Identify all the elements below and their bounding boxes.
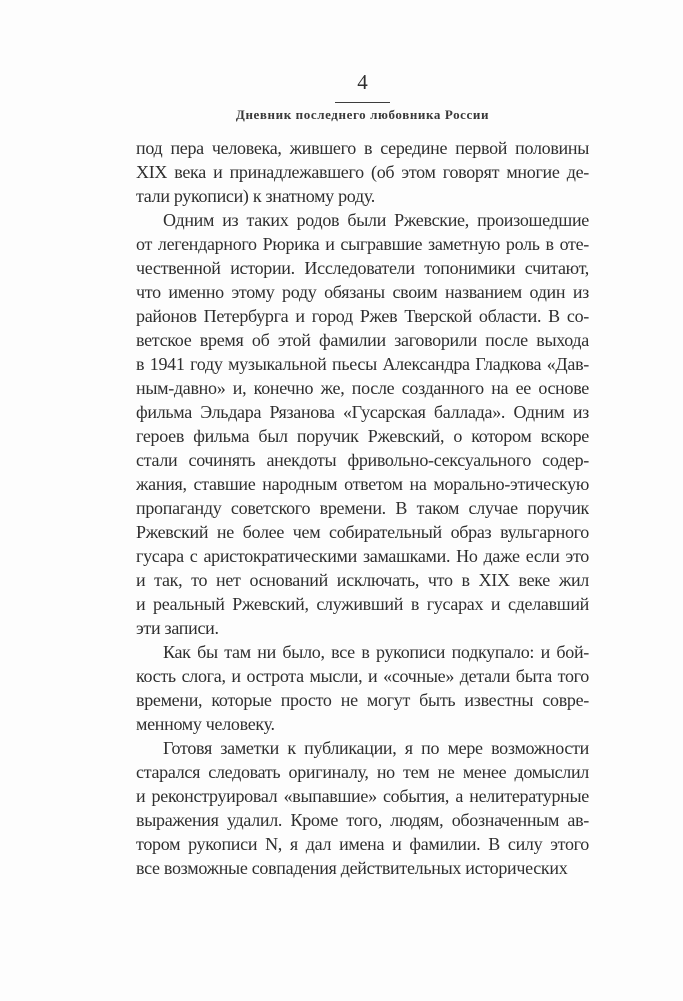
text-line: от легендарного Рюрика и сыгравшие заметную роль в оте- [136,234,589,254]
page-number: 4 [357,70,368,94]
text-line: районов Петербурга и город Ржев Тверской области. В со- [136,306,589,326]
text-line: под пера человека, жившего в середине первой половины [136,138,589,158]
text-line: старался следовать оригиналу, но тем не менее домыслил [136,762,589,782]
text-line: и так, то нет оснований исключать, что в XIX веке жил [136,570,589,590]
text-line: пропаганду советского времени. В таком случае поручик [136,498,589,518]
text-line: героев фильма был поручик Ржевский, о котором вскоре [136,426,589,446]
text-line: выражения удалил. Кроме того, людям, обозначенным ав- [136,810,589,830]
text-line: времени, которые просто не могут быть известны совре- [136,690,589,710]
header-rule-divider [335,102,390,103]
text-line: жания, ставшие народным ответом на морально-этическую [136,474,589,494]
text-line: XIX века и принадлежавшего (об этом говорят многие де- [136,162,589,182]
text-line: в 1941 году музыкальной пьесы Александра Гладкова «Дав- [136,354,589,374]
text-line: стали сочинять анекдоты фривольно-сексуального содер- [136,450,589,470]
text-line: гусара с аристократическими замашками. Но даже если это [136,546,589,566]
running-title: Дневник последнего любовника России [235,107,490,122]
paragraph [136,208,589,640]
text-line: фильма Эльдара Рязанова «Гусарская баллада». Одним из [136,402,589,422]
text-line: Ржевский не более чем собирательный образ вульгарного [136,522,589,542]
paragraph [136,736,589,880]
text-line: тором рукописи N, я дал имена и фамилии. В силу этого [136,834,589,854]
text-line: и реальный Ржевский, служивший в гусарах и сделавший [136,594,589,614]
text-line: что именно этому роду обязаны своим названием один из [136,282,589,302]
text-line: менному человеку. [136,714,275,734]
text-line: и реконструировал «выпавшие» события, а нелитературные [136,786,589,806]
paragraph [136,640,589,736]
text-line: эти записи. [136,618,219,638]
paragraph [136,136,589,208]
text-line: Как бы там ни было, все в рукописи подкупало: и бой- [163,642,589,662]
text-line: чественной истории. Исследователи топонимики считают, [136,258,589,278]
text-line: ным-давно» и, конечно же, после созданного на ее основе [136,378,589,398]
text-line: все возможные совпадения действительных исторических [136,858,568,878]
text-line: Готовя заметки к публикации, я по мере возможности [163,738,589,758]
text-line: тали рукописи) к знатному роду. [136,186,375,206]
text-line: Одним из таких родов были Ржевские, произошедшие [163,210,589,230]
text-line: кость слога, и острота мысли, и «сочные» детали быта того [136,666,589,686]
body-text [136,136,589,880]
text-line: ветское время об этой фамилии заговорили после выхода [136,330,589,350]
